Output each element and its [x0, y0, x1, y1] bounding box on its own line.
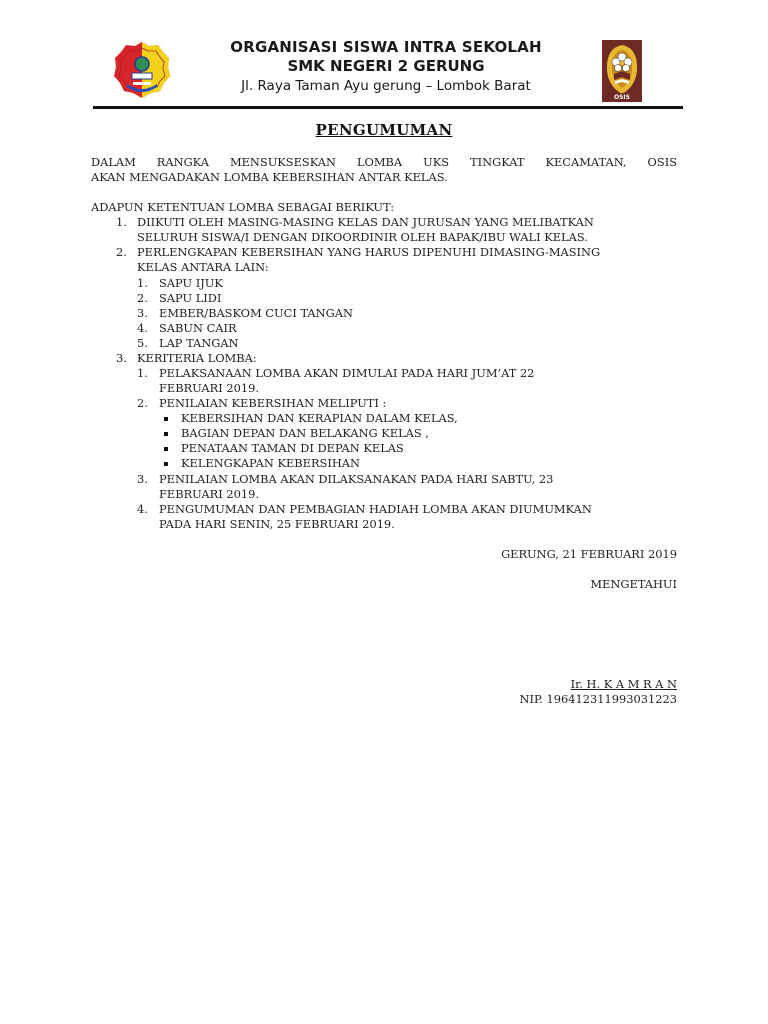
osis-emblem-icon — [602, 40, 642, 102]
letterhead-divider — [93, 106, 683, 109]
criteria-3-number: 3. — [137, 472, 148, 486]
equipment-item-3-number: 3. — [137, 306, 148, 320]
document-title: PENGUMUMAN — [315, 121, 453, 139]
provision-1-line-1: DIIKUTI OLEH MASING-MASING KELAS DAN JURUSAN YANG MELIBATKAN — [137, 215, 594, 229]
provision-2-line-1: PERLENGKAPAN KEBERSIHAN YANG HARUS DIPENUHI DIMASING-MASING — [137, 245, 601, 259]
letterhead — [93, 36, 683, 106]
acknowledged-label: MENGETAHUI — [590, 577, 677, 591]
signer-name: Ir. H. K A M R A N — [570, 677, 677, 691]
equipment-item-1: SAPU IJUK — [159, 276, 223, 290]
criteria-2-line-1: PENILAIAN KEBERSIHAN MELIPUTI : — [159, 396, 387, 410]
school-name: SMK NEGERI 2 GERUNG — [287, 57, 485, 75]
equipment-item-4-number: 4. — [137, 321, 148, 335]
criteria-4-number: 4. — [137, 502, 148, 516]
equipment-item-1-number: 1. — [137, 276, 148, 290]
bullet-icon — [164, 417, 168, 421]
school-emblem-icon — [113, 40, 171, 102]
organization-name: ORGANISASI SISWA INTRA SEKOLAH — [230, 38, 542, 56]
criteria-2-number: 2. — [137, 396, 148, 410]
equipment-item-3: EMBER/BASKOM CUCI TANGAN — [159, 306, 353, 320]
provision-3-line-1: KERITERIA LOMBA: — [137, 351, 257, 365]
bullet-icon — [164, 462, 168, 466]
criteria-1-line-2: FEBRUARI 2019. — [159, 381, 259, 395]
equipment-item-5-number: 5. — [137, 336, 148, 350]
school-address: Jl. Raya Taman Ayu gerung – Lombok Barat — [241, 78, 531, 94]
bullet-icon — [164, 432, 168, 436]
criteria-4-line-2: PADA HARI SENIN, 25 FEBRUARI 2019. — [159, 517, 395, 531]
bullet-icon — [164, 447, 168, 451]
assessment-bullet-2: BAGIAN DEPAN DAN BELAKANG KELAS , — [181, 426, 429, 440]
criteria-4-line-1: PENGUMUMAN DAN PEMBAGIAN HADIAH LOMBA AKAN DIUMUMKAN — [159, 502, 592, 516]
equipment-item-4: SABUN CAIR — [159, 321, 237, 335]
letterhead-text — [173, 38, 599, 96]
assessment-bullet-1: KEBERSIHAN DAN KERAPIAN DALAM KELAS, — [181, 411, 458, 425]
criteria-1-number: 1. — [137, 366, 148, 380]
provision-1-number: 1. — [116, 215, 127, 229]
equipment-item-5: LAP TANGAN — [159, 336, 239, 350]
provision-1-line-2: SELURUH SISWA/I DENGAN DIKOORDINIR OLEH BAPAK/IBU WALI KELAS. — [137, 230, 588, 244]
intro-line-1: DALAM RANGKA MENSUKSESKAN LOMBA UKS TINGKAT KECAMATAN, OSIS — [91, 155, 677, 169]
provisions-heading: ADAPUN KETENTUAN LOMBA SEBAGAI BERIKUT: — [91, 200, 395, 214]
assessment-bullet-4: KELENGKAPAN KEBERSIHAN — [181, 456, 360, 470]
intro-line-2: AKAN MENGADAKAN LOMBA KEBERSIHAN ANTAR KELAS. — [91, 170, 448, 184]
provision-3-number: 3. — [116, 351, 127, 365]
provision-2-number: 2. — [116, 245, 127, 259]
equipment-item-2: SAPU LIDI — [159, 291, 222, 305]
signer-nip: NIP. 196412311993031223 — [519, 692, 677, 706]
osis-caption: OSIS — [614, 94, 630, 101]
provision-2-line-2: KELAS ANTARA LAIN: — [137, 260, 269, 274]
criteria-3-line-1: PENILAIAN LOMBA AKAN DILAKSANAKAN PADA HARI SABTU, 23 — [159, 472, 554, 486]
equipment-item-2-number: 2. — [137, 291, 148, 305]
place-date: GERUNG, 21 FEBRUARI 2019 — [501, 547, 677, 561]
criteria-3-line-2: FEBRUARI 2019. — [159, 487, 259, 501]
assessment-bullet-3: PENATAAN TAMAN DI DEPAN KELAS — [181, 441, 404, 455]
criteria-1-line-1: PELAKSANAAN LOMBA AKAN DIMULAI PADA HARI JUM’AT 22 — [159, 366, 535, 380]
